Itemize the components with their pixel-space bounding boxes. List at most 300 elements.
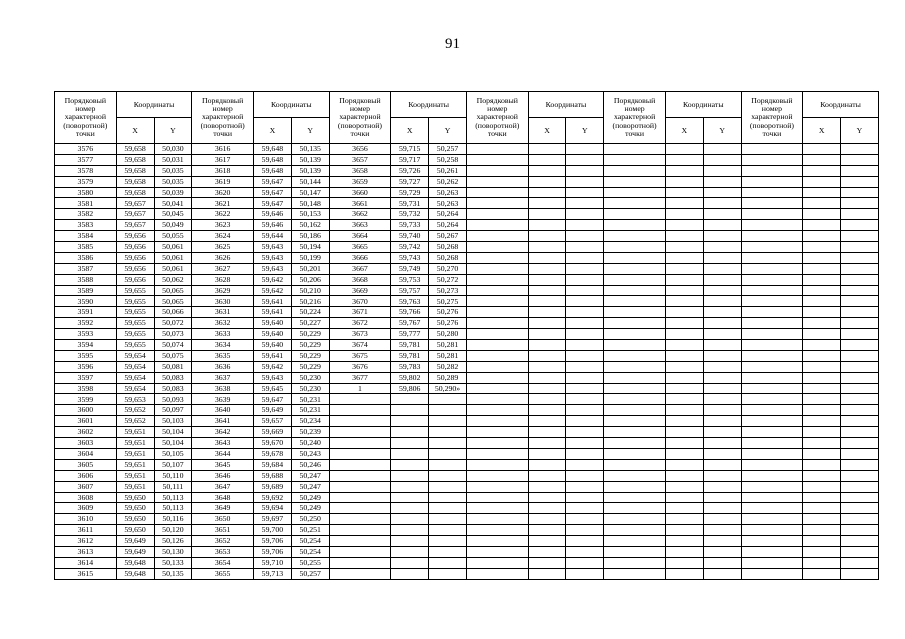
y-cell: 50,074 — [154, 340, 192, 351]
y-cell: 50,264 — [429, 220, 467, 231]
y-cell — [566, 198, 604, 209]
y-cell — [703, 274, 741, 285]
x-cell — [803, 470, 841, 481]
x-cell — [803, 307, 841, 318]
table-row — [55, 438, 879, 449]
point-number-cell — [741, 503, 803, 514]
point-number-cell — [741, 154, 803, 165]
point-number-cell — [741, 318, 803, 329]
y-cell: 50,268 — [429, 242, 467, 253]
x-cell — [391, 557, 429, 568]
x-cell — [528, 438, 566, 449]
point-number-cell: 3672 — [329, 318, 391, 329]
y-cell: 50,041 — [154, 198, 192, 209]
x-cell: 59,658 — [116, 165, 154, 176]
point-number-cell — [604, 514, 666, 525]
table-row — [55, 350, 879, 361]
y-cell — [703, 536, 741, 547]
x-cell: 59,647 — [254, 198, 292, 209]
x-cell — [665, 176, 703, 187]
point-number-cell: 3641 — [192, 416, 254, 427]
x-cell — [528, 459, 566, 470]
point-number-cell — [466, 263, 528, 274]
y-cell — [841, 416, 879, 427]
point-number-cell — [741, 438, 803, 449]
y-cell — [841, 165, 879, 176]
x-cell: 59,767 — [391, 318, 429, 329]
y-cell — [566, 459, 604, 470]
y-header: Y — [154, 118, 192, 144]
point-number-cell — [466, 394, 528, 405]
x-cell: 59,657 — [254, 416, 292, 427]
y-cell — [566, 242, 604, 253]
y-cell: 50,107 — [154, 459, 192, 470]
point-number-cell: 3603 — [55, 438, 117, 449]
y-cell — [841, 144, 879, 155]
y-cell: 50,263 — [429, 187, 467, 198]
x-cell: 59,726 — [391, 165, 429, 176]
y-cell — [841, 427, 879, 438]
y-cell — [566, 383, 604, 394]
y-cell — [841, 209, 879, 220]
y-cell: 50,194 — [291, 242, 329, 253]
y-cell — [703, 427, 741, 438]
point-number-cell — [604, 176, 666, 187]
point-number-cell: 3614 — [55, 557, 117, 568]
x-cell — [803, 514, 841, 525]
y-cell — [429, 546, 467, 557]
x-cell: 59,643 — [254, 242, 292, 253]
x-cell — [803, 263, 841, 274]
y-cell: 50,257 — [291, 568, 329, 579]
x-cell — [665, 427, 703, 438]
x-cell: 59,692 — [254, 492, 292, 503]
y-cell — [566, 536, 604, 547]
table-row — [55, 536, 879, 547]
x-cell — [528, 285, 566, 296]
point-number-cell: 3622 — [192, 209, 254, 220]
y-cell: 50,249 — [291, 492, 329, 503]
x-cell: 59,781 — [391, 340, 429, 351]
point-number-cell: 3597 — [55, 372, 117, 383]
y-cell — [841, 481, 879, 492]
point-number-cell — [741, 427, 803, 438]
y-cell — [566, 307, 604, 318]
point-number-cell — [466, 209, 528, 220]
point-number-cell — [604, 198, 666, 209]
y-cell: 50,231 — [291, 394, 329, 405]
x-cell — [528, 220, 566, 231]
x-cell — [665, 372, 703, 383]
x-cell — [528, 231, 566, 242]
y-cell — [566, 557, 604, 568]
point-number-cell: 3577 — [55, 154, 117, 165]
point-number-cell: 3596 — [55, 361, 117, 372]
y-header: Y — [703, 118, 741, 144]
point-number-cell: 3667 — [329, 263, 391, 274]
point-number-cell — [466, 340, 528, 351]
point-number-cell: 3628 — [192, 274, 254, 285]
point-number-cell — [604, 144, 666, 155]
point-number-cell — [329, 525, 391, 536]
x-cell — [528, 546, 566, 557]
point-number-cell: 3613 — [55, 546, 117, 557]
y-cell — [566, 492, 604, 503]
point-number-cell — [604, 416, 666, 427]
y-cell: 50,153 — [291, 209, 329, 220]
point-number-cell — [741, 405, 803, 416]
point-number-cell: 3598 — [55, 383, 117, 394]
x-cell — [803, 252, 841, 263]
point-number-cell: 3655 — [192, 568, 254, 579]
point-number-cell: 3663 — [329, 220, 391, 231]
table-row — [55, 252, 879, 263]
y-cell — [703, 383, 741, 394]
x-cell: 59,654 — [116, 383, 154, 394]
y-cell: 50,061 — [154, 242, 192, 253]
point-number-cell — [604, 296, 666, 307]
point-number-cell: 3676 — [329, 361, 391, 372]
point-number-cell — [466, 546, 528, 557]
x-cell: 59,654 — [116, 372, 154, 383]
y-cell: 50,062 — [154, 274, 192, 285]
x-cell: 59,694 — [254, 503, 292, 514]
y-cell — [841, 470, 879, 481]
table-row — [55, 470, 879, 481]
point-number-cell — [741, 568, 803, 579]
x-cell — [803, 154, 841, 165]
x-cell — [391, 525, 429, 536]
x-cell — [528, 481, 566, 492]
table-row — [55, 405, 879, 416]
x-cell: 59,655 — [116, 296, 154, 307]
x-cell — [528, 329, 566, 340]
x-header: X — [116, 118, 154, 144]
point-number-cell — [604, 318, 666, 329]
x-cell — [803, 198, 841, 209]
x-cell: 59,651 — [116, 459, 154, 470]
y-cell — [703, 220, 741, 231]
x-cell — [528, 372, 566, 383]
table-row — [55, 154, 879, 165]
y-cell — [429, 514, 467, 525]
x-cell: 59,655 — [116, 329, 154, 340]
point-number-cell — [741, 459, 803, 470]
point-number-cell: 3609 — [55, 503, 117, 514]
point-number-cell — [604, 361, 666, 372]
point-number-header: Порядковый номер характерной (поворотной) точки — [329, 92, 391, 144]
y-cell — [703, 438, 741, 449]
point-number-cell: 3633 — [192, 329, 254, 340]
point-number-cell — [329, 481, 391, 492]
y-cell — [429, 492, 467, 503]
y-cell: 50,049 — [154, 220, 192, 231]
x-cell: 59,648 — [116, 568, 154, 579]
point-number-cell — [604, 350, 666, 361]
point-number-cell — [741, 514, 803, 525]
table-row — [55, 165, 879, 176]
x-cell — [528, 536, 566, 547]
point-number-cell: 3607 — [55, 481, 117, 492]
y-cell — [703, 416, 741, 427]
point-number-cell — [466, 165, 528, 176]
y-cell — [566, 231, 604, 242]
x-cell — [665, 470, 703, 481]
point-number-cell — [466, 187, 528, 198]
point-number-cell: 3590 — [55, 296, 117, 307]
point-number-cell — [741, 263, 803, 274]
y-cell — [703, 448, 741, 459]
x-cell — [528, 252, 566, 263]
point-number-cell — [741, 372, 803, 383]
table-row — [55, 557, 879, 568]
point-number-cell: 3624 — [192, 231, 254, 242]
x-cell — [528, 187, 566, 198]
y-cell: 50,139 — [291, 165, 329, 176]
y-cell — [841, 231, 879, 242]
y-cell: 50,031 — [154, 154, 192, 165]
y-cell — [703, 405, 741, 416]
point-number-cell — [741, 307, 803, 318]
y-cell — [841, 557, 879, 568]
point-number-cell: 3619 — [192, 176, 254, 187]
x-cell: 59,656 — [116, 263, 154, 274]
point-number-cell: 3658 — [329, 165, 391, 176]
point-number-cell: 3664 — [329, 231, 391, 242]
x-cell: 59,649 — [116, 536, 154, 547]
point-number-cell: 3637 — [192, 372, 254, 383]
y-cell — [841, 220, 879, 231]
point-number-cell — [604, 165, 666, 176]
x-header: X — [803, 118, 841, 144]
y-cell — [566, 340, 604, 351]
point-number-cell — [466, 383, 528, 394]
y-cell — [703, 350, 741, 361]
point-number-cell — [466, 154, 528, 165]
x-cell — [665, 340, 703, 351]
x-cell — [528, 198, 566, 209]
point-number-cell — [466, 274, 528, 285]
x-cell — [665, 361, 703, 372]
point-number-cell: 3608 — [55, 492, 117, 503]
point-number-cell: 3604 — [55, 448, 117, 459]
x-cell — [803, 438, 841, 449]
point-number-header: Порядковый номер характерной (поворотной) точки — [466, 92, 528, 144]
x-cell — [665, 252, 703, 263]
point-number-cell — [604, 557, 666, 568]
point-number-cell: 3673 — [329, 329, 391, 340]
point-number-cell — [741, 329, 803, 340]
point-number-cell — [466, 525, 528, 536]
point-number-cell: 3606 — [55, 470, 117, 481]
y-cell: 50,081 — [154, 361, 192, 372]
y-cell — [841, 536, 879, 547]
point-number-cell: 3627 — [192, 263, 254, 274]
y-cell — [841, 394, 879, 405]
x-cell: 59,763 — [391, 296, 429, 307]
x-cell — [803, 481, 841, 492]
y-cell — [566, 372, 604, 383]
x-cell: 59,651 — [116, 448, 154, 459]
x-cell — [665, 448, 703, 459]
table-row — [55, 307, 879, 318]
point-number-cell: 3585 — [55, 242, 117, 253]
y-cell — [429, 503, 467, 514]
y-cell: 50,258 — [429, 154, 467, 165]
x-cell — [528, 383, 566, 394]
x-cell — [665, 285, 703, 296]
point-number-cell: 3657 — [329, 154, 391, 165]
table-row — [55, 231, 879, 242]
y-cell: 50,116 — [154, 514, 192, 525]
y-cell — [703, 307, 741, 318]
x-cell: 59,729 — [391, 187, 429, 198]
point-number-cell — [741, 220, 803, 231]
y-cell: 50,030 — [154, 144, 192, 155]
point-number-cell — [466, 438, 528, 449]
x-cell: 59,678 — [254, 448, 292, 459]
point-number-cell: 3595 — [55, 350, 117, 361]
point-number-cell — [329, 459, 391, 470]
x-cell — [665, 438, 703, 449]
point-number-cell: 3581 — [55, 198, 117, 209]
point-number-cell: 3594 — [55, 340, 117, 351]
x-cell — [803, 394, 841, 405]
point-number-cell — [466, 231, 528, 242]
x-cell: 59,650 — [116, 525, 154, 536]
x-cell — [528, 318, 566, 329]
y-cell: 50,229 — [291, 329, 329, 340]
y-cell: 50,280 — [429, 329, 467, 340]
point-number-cell: 3653 — [192, 546, 254, 557]
x-cell — [528, 340, 566, 351]
point-number-cell: 3582 — [55, 209, 117, 220]
point-number-cell — [604, 492, 666, 503]
point-number-cell — [604, 427, 666, 438]
y-cell — [703, 492, 741, 503]
x-cell: 59,777 — [391, 329, 429, 340]
point-number-cell — [604, 536, 666, 547]
point-number-cell: 3592 — [55, 318, 117, 329]
x-cell: 59,655 — [116, 318, 154, 329]
y-cell: 50,120 — [154, 525, 192, 536]
x-cell — [665, 198, 703, 209]
point-number-cell: 3639 — [192, 394, 254, 405]
x-cell — [528, 492, 566, 503]
y-cell: 50,035 — [154, 176, 192, 187]
point-number-cell — [741, 340, 803, 351]
point-number-cell — [466, 416, 528, 427]
y-cell — [841, 383, 879, 394]
point-number-cell — [741, 296, 803, 307]
y-cell — [429, 405, 467, 416]
y-cell — [841, 252, 879, 263]
point-number-header: Порядковый номер характерной (поворотной) точки — [55, 92, 117, 144]
y-cell: 50,199 — [291, 252, 329, 263]
y-header: Y — [566, 118, 604, 144]
y-cell: 50,263 — [429, 198, 467, 209]
x-cell: 59,647 — [254, 176, 292, 187]
point-number-cell — [329, 405, 391, 416]
x-cell: 59,749 — [391, 263, 429, 274]
x-cell — [391, 568, 429, 579]
x-cell — [665, 503, 703, 514]
y-cell — [429, 394, 467, 405]
y-header: Y — [291, 118, 329, 144]
y-cell — [841, 372, 879, 383]
y-cell — [841, 154, 879, 165]
x-cell — [391, 514, 429, 525]
y-cell: 50,272 — [429, 274, 467, 285]
y-cell — [841, 405, 879, 416]
point-number-cell — [466, 176, 528, 187]
x-cell — [803, 318, 841, 329]
point-number-cell — [604, 252, 666, 263]
x-cell — [803, 231, 841, 242]
y-cell: 50,186 — [291, 231, 329, 242]
x-cell — [528, 350, 566, 361]
point-number-cell: 3656 — [329, 144, 391, 155]
point-number-cell: 3662 — [329, 209, 391, 220]
y-cell — [841, 492, 879, 503]
point-number-cell: 3602 — [55, 427, 117, 438]
x-cell: 59,753 — [391, 274, 429, 285]
point-number-cell: 3651 — [192, 525, 254, 536]
x-cell — [391, 470, 429, 481]
table-row — [55, 296, 879, 307]
point-number-cell — [466, 296, 528, 307]
x-cell: 59,688 — [254, 470, 292, 481]
x-cell — [528, 568, 566, 579]
y-cell: 50,201 — [291, 263, 329, 274]
point-number-cell — [741, 394, 803, 405]
point-number-cell — [741, 525, 803, 536]
x-cell — [391, 416, 429, 427]
y-cell — [841, 329, 879, 340]
point-number-cell — [741, 242, 803, 253]
x-cell — [528, 361, 566, 372]
y-cell — [566, 274, 604, 285]
point-number-cell: 3630 — [192, 296, 254, 307]
x-cell — [528, 405, 566, 416]
y-cell — [703, 318, 741, 329]
x-cell — [665, 492, 703, 503]
x-cell — [528, 503, 566, 514]
x-cell: 59,642 — [254, 285, 292, 296]
point-number-cell: 3666 — [329, 252, 391, 263]
x-header: X — [254, 118, 292, 144]
x-cell — [665, 242, 703, 253]
point-number-cell — [741, 536, 803, 547]
y-cell: 50,239 — [291, 427, 329, 438]
x-cell — [528, 416, 566, 427]
x-cell: 59,645 — [254, 383, 292, 394]
y-cell — [429, 557, 467, 568]
y-cell: 50,097 — [154, 405, 192, 416]
y-cell — [566, 154, 604, 165]
y-cell — [841, 296, 879, 307]
x-cell: 59,669 — [254, 427, 292, 438]
table-row — [55, 285, 879, 296]
x-cell: 59,650 — [116, 503, 154, 514]
y-cell: 50,268 — [429, 252, 467, 263]
y-cell: 50,224 — [291, 307, 329, 318]
x-cell: 59,697 — [254, 514, 292, 525]
x-cell: 59,806 — [391, 383, 429, 394]
y-cell — [703, 209, 741, 220]
table-row — [55, 383, 879, 394]
point-number-cell — [466, 198, 528, 209]
